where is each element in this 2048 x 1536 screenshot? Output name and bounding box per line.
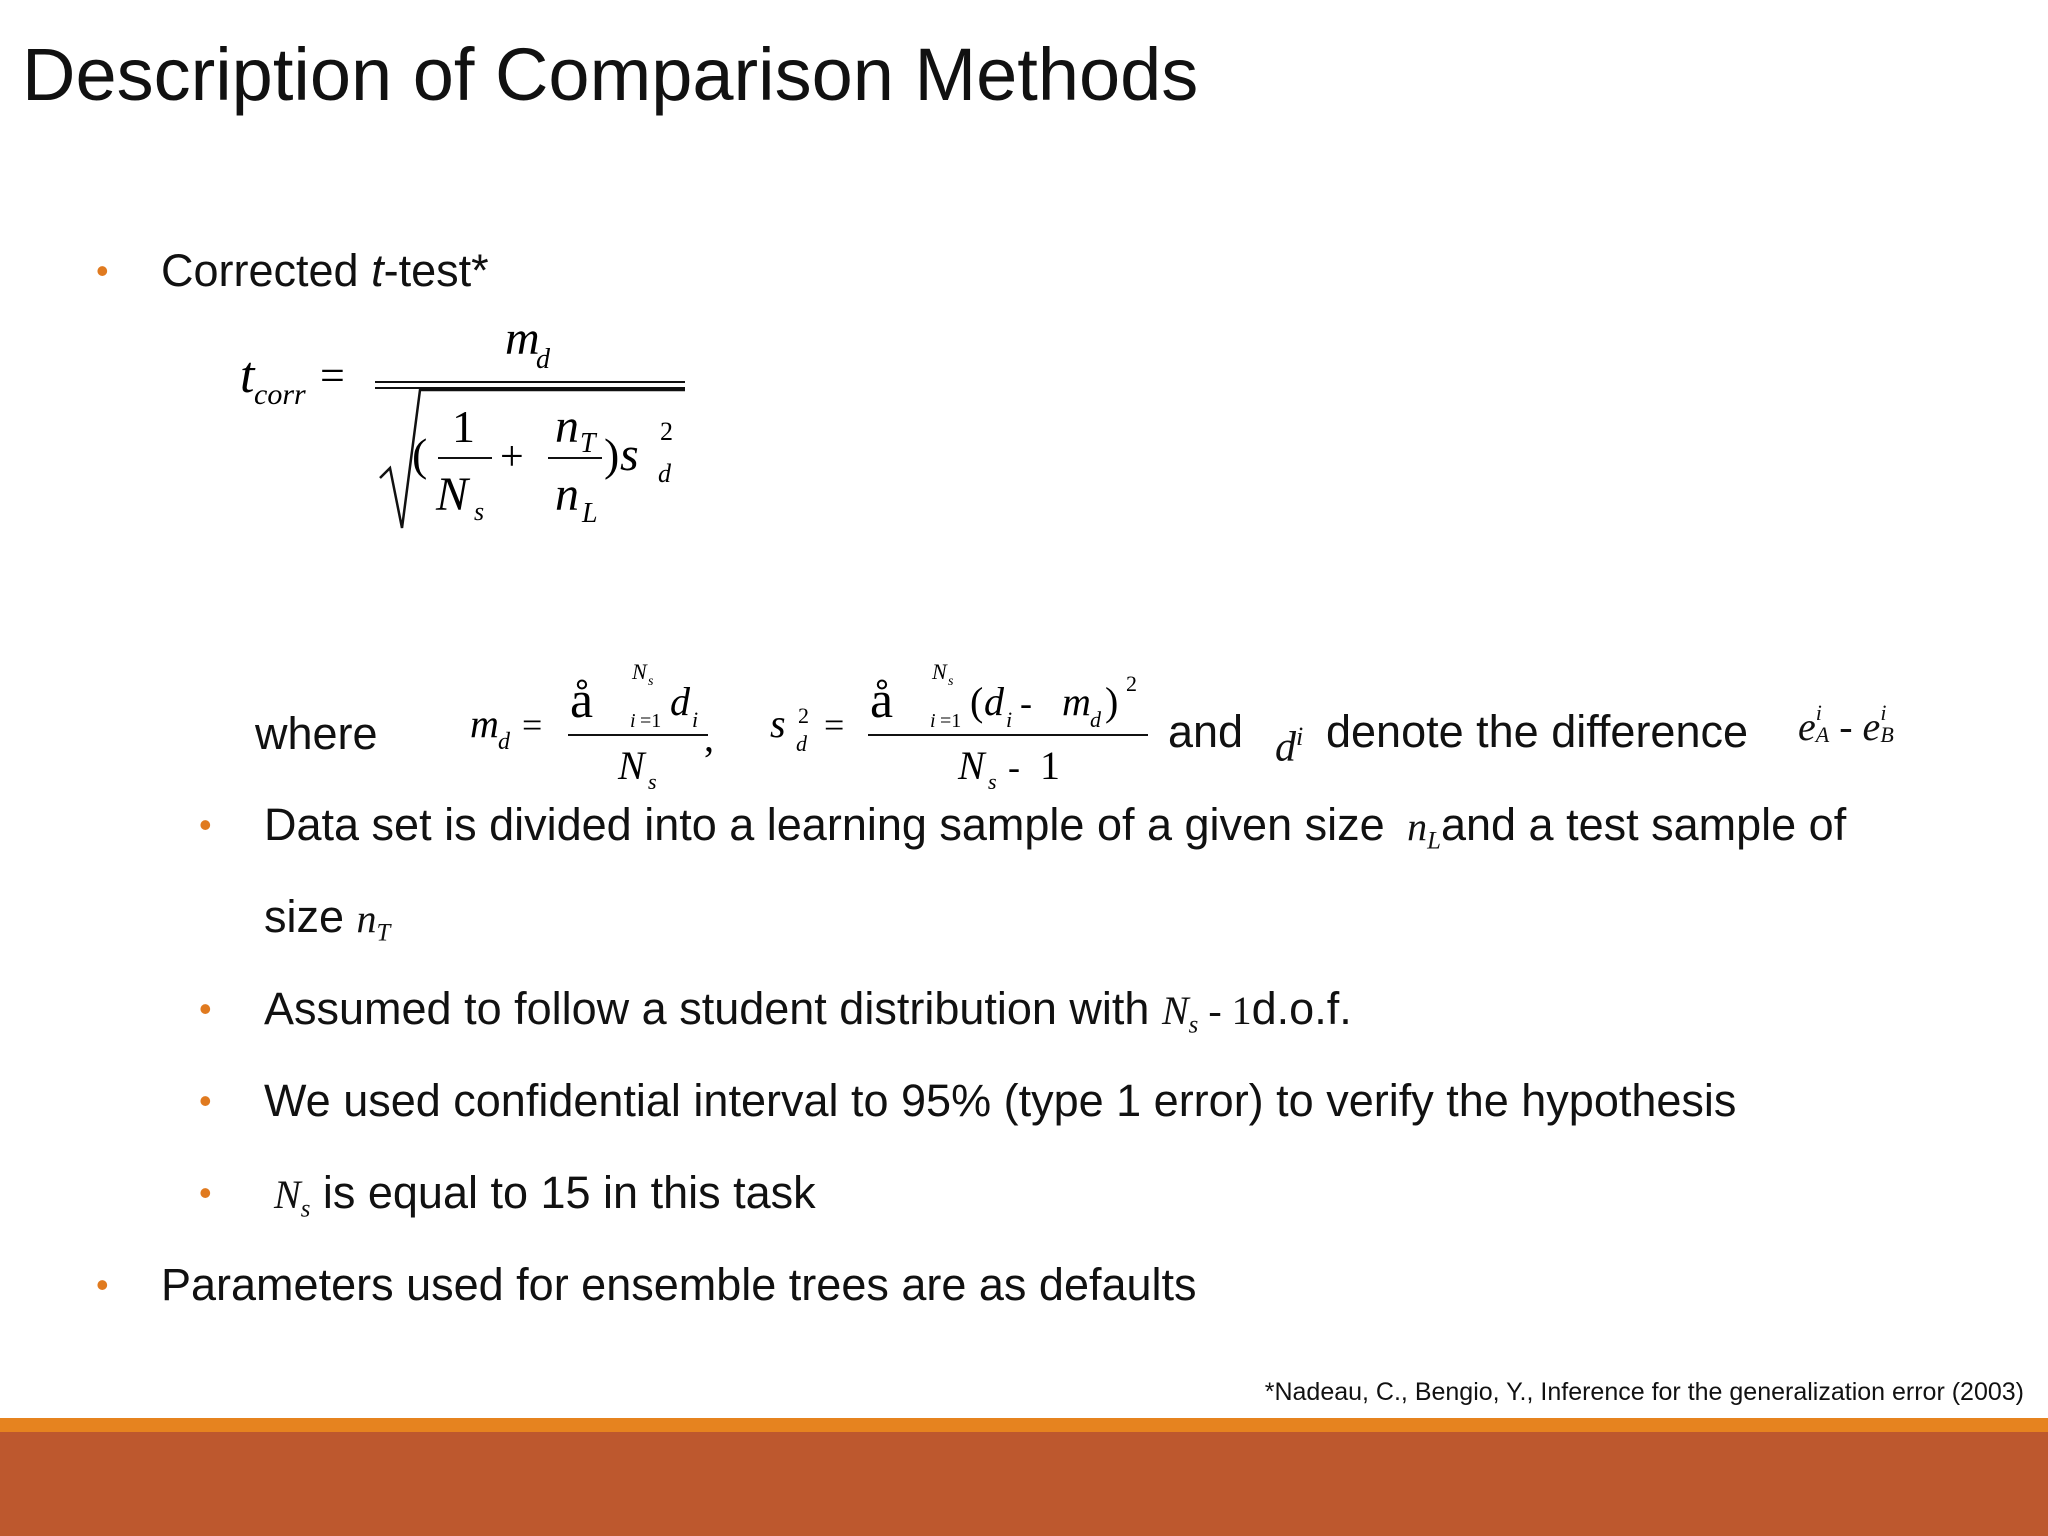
sub-bullet-dot: • — [199, 988, 212, 1029]
svg-text:(: ( — [970, 679, 984, 724]
svg-text:m: m — [505, 320, 540, 365]
sub1-text-b: and a test sample of — [1440, 799, 1847, 850]
sub-bullet-dot: • — [199, 1080, 212, 1121]
svg-text:s: s — [474, 497, 485, 526]
md-formula — [460, 655, 730, 795]
footer-bar — [0, 1432, 2048, 1536]
sub1-text-a: Data set is divided into a learning sample of a given size — [264, 799, 1385, 850]
svg-text:): ) — [1105, 679, 1119, 724]
svg-text:): ) — [604, 429, 620, 480]
svg-text:d: d — [658, 459, 671, 488]
svg-text:m: m — [470, 701, 499, 746]
sub-bullet-dot: • — [199, 1172, 212, 1213]
di-symbol: $d^i$ — [1275, 722, 1304, 771]
svg-text:å: å — [570, 672, 594, 729]
svg-text:t: t — [240, 347, 255, 404]
svg-text:-: - — [1008, 747, 1020, 787]
svg-text:s: s — [948, 674, 954, 689]
bullet-text-pre: Corrected — [161, 245, 372, 296]
svg-text:s: s — [648, 674, 654, 689]
svg-text:=1: =1 — [940, 710, 962, 732]
svg-text:N: N — [632, 659, 647, 684]
sub-bullet-size-line — [264, 890, 390, 961]
sd2-formula — [760, 655, 1160, 795]
svg-text:N: N — [958, 743, 985, 788]
error-difference-symbol: e i A - e i B — [1798, 700, 1894, 749]
svg-text:+: + — [500, 434, 524, 480]
bullet-dot: • — [96, 1264, 109, 1305]
svg-text:,: , — [704, 715, 714, 760]
sub-bullet-confidence-interval: We used confidential interval to 95% (type 1 error) to verify the hypothesis — [264, 1075, 1737, 1126]
svg-text:d: d — [498, 729, 510, 755]
svg-text:n: n — [555, 400, 579, 453]
sub1-text-c: size — [264, 891, 345, 942]
svg-text:d: d — [670, 679, 690, 724]
svg-text:s: s — [648, 769, 657, 794]
citation-footnote: *Nadeau, C., Bengio, Y., Inference for the generalization error (2003) — [1264, 1378, 2024, 1406]
svg-text:2: 2 — [798, 703, 809, 728]
sub-bullet-ns-value — [274, 1166, 816, 1237]
where-label: where — [255, 708, 378, 759]
svg-text:d: d — [1090, 707, 1101, 732]
svg-text:n: n — [555, 468, 579, 521]
svg-text:2: 2 — [660, 417, 673, 446]
svg-text:=1: =1 — [640, 710, 662, 732]
bullet-text-post: -test* — [383, 245, 489, 296]
svg-text:m: m — [1062, 679, 1091, 724]
denote-text: denote the difference — [1326, 706, 1749, 757]
svg-text:T: T — [580, 428, 596, 459]
sub4-text: is equal to 15 in this task — [322, 1167, 816, 1218]
sub2-text-a: Assumed to follow a student distribution with — [264, 983, 1150, 1034]
svg-text:i: i — [692, 707, 699, 732]
svg-text:corr: corr — [254, 378, 306, 411]
accent-bar — [0, 1418, 2048, 1432]
sub-bullet-student-distribution — [264, 982, 1352, 1053]
svg-text:2: 2 — [1126, 671, 1137, 696]
slide-title: Description of Comparison Methods — [22, 33, 1199, 116]
svg-text:N: N — [618, 743, 645, 788]
svg-text:-: - — [1020, 683, 1032, 723]
sub-bullet-learning-sample — [264, 798, 1846, 869]
svg-text:i: i — [630, 710, 636, 732]
bullet-dot: • — [96, 250, 109, 291]
tcorr-formula — [230, 320, 700, 540]
svg-text:i: i — [1006, 707, 1013, 732]
svg-text:i: i — [930, 710, 936, 732]
svg-text:N: N — [436, 468, 469, 521]
svg-text:s: s — [770, 701, 786, 746]
bullet-text-t: t — [371, 245, 384, 296]
bullet-corrected-ttest — [161, 244, 489, 298]
svg-text:=: = — [824, 705, 845, 745]
svg-text:d: d — [796, 731, 807, 756]
svg-text:1: 1 — [1040, 743, 1060, 788]
sub-bullet-dot: • — [199, 804, 212, 845]
svg-text:(: ( — [412, 429, 428, 480]
and-label: and — [1168, 706, 1244, 757]
svg-text:s: s — [988, 769, 997, 794]
sub2-text-b: d.o.f. — [1251, 983, 1352, 1034]
svg-text:d: d — [536, 344, 550, 375]
Ns-symbol: $N_s$ — [274, 1172, 311, 1223]
svg-text:å: å — [870, 672, 894, 729]
nL-symbol: $n_L$ — [1407, 804, 1441, 855]
svg-text:=: = — [522, 705, 543, 745]
svg-text:L: L — [582, 498, 598, 529]
svg-text:1: 1 — [452, 401, 475, 452]
Ns-minus-1-symbol: $N_s - 1$ — [1161, 988, 1252, 1039]
svg-text:=: = — [320, 351, 345, 400]
svg-text:s: s — [620, 428, 639, 481]
nT-symbol: $n_T$ — [356, 896, 391, 947]
bullet-ensemble-defaults: Parameters used for ensemble trees are as defaults — [161, 1259, 1197, 1310]
svg-text:d: d — [984, 679, 1004, 724]
svg-text:N: N — [932, 659, 947, 684]
